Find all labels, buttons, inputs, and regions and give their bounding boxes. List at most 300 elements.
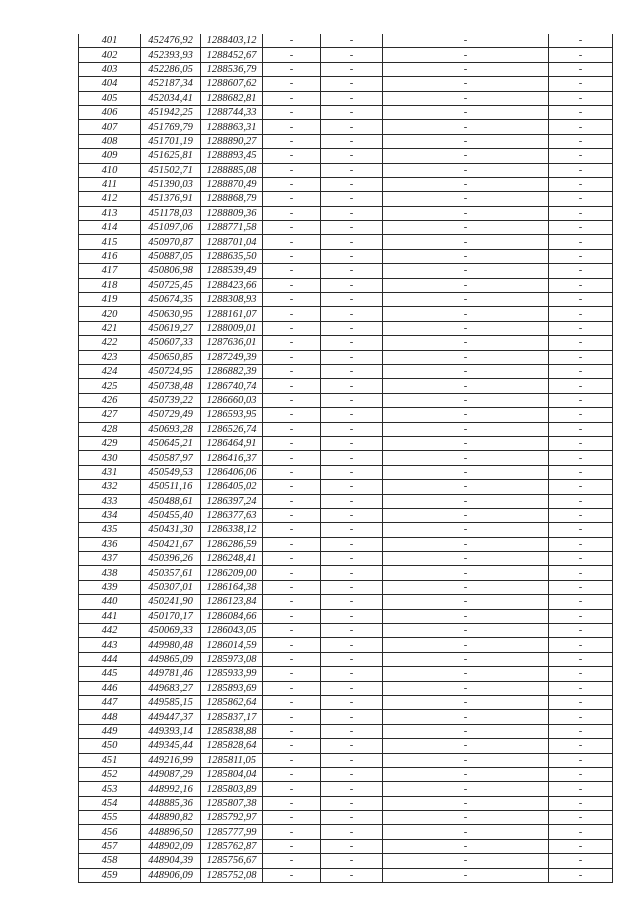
empty-column-7-cell: - — [549, 839, 613, 853]
table-row — [79, 293, 613, 307]
point-number-cell: 456 — [79, 825, 141, 839]
point-number-cell: 458 — [79, 854, 141, 868]
empty-column-5-cell: - — [321, 34, 383, 48]
point-number-cell: 414 — [79, 221, 141, 235]
table-row — [79, 825, 613, 839]
point-number-cell: 459 — [79, 868, 141, 882]
empty-column-5-cell: - — [321, 120, 383, 134]
table-row — [79, 393, 613, 407]
empty-column-4-cell: - — [263, 652, 321, 666]
y-coordinate-cell: 1288308,93 — [201, 293, 263, 307]
y-coordinate-cell: 1286286,59 — [201, 537, 263, 551]
empty-column-4-cell: - — [263, 134, 321, 148]
table-row — [79, 278, 613, 292]
empty-column-4-cell: - — [263, 408, 321, 422]
table-row — [79, 451, 613, 465]
y-coordinate-cell: 1286660,03 — [201, 393, 263, 407]
y-coordinate-cell: 1286338,12 — [201, 523, 263, 537]
empty-column-7-cell: - — [549, 753, 613, 767]
point-number-cell: 446 — [79, 681, 141, 695]
table-row — [79, 408, 613, 422]
empty-column-5-cell: - — [321, 393, 383, 407]
x-coordinate-cell: 450455,40 — [141, 508, 201, 522]
empty-column-4-cell: - — [263, 177, 321, 191]
y-coordinate-cell: 1288539,49 — [201, 264, 263, 278]
empty-column-6-cell: - — [383, 163, 549, 177]
x-coordinate-cell: 450674,35 — [141, 293, 201, 307]
empty-column-7-cell: - — [549, 523, 613, 537]
point-number-cell: 443 — [79, 638, 141, 652]
point-number-cell: 410 — [79, 163, 141, 177]
empty-column-7-cell: - — [549, 278, 613, 292]
table-row — [79, 77, 613, 91]
x-coordinate-cell: 450650,85 — [141, 350, 201, 364]
point-number-cell: 409 — [79, 149, 141, 163]
empty-column-7-cell: - — [549, 336, 613, 350]
empty-column-6-cell: - — [383, 235, 549, 249]
point-number-cell: 444 — [79, 652, 141, 666]
empty-column-7-cell: - — [549, 364, 613, 378]
empty-column-4-cell: - — [263, 825, 321, 839]
table-row — [79, 149, 613, 163]
table-row — [79, 710, 613, 724]
x-coordinate-cell: 449585,15 — [141, 695, 201, 709]
empty-column-7-cell: - — [549, 350, 613, 364]
empty-column-7-cell: - — [549, 552, 613, 566]
empty-column-6-cell: - — [383, 667, 549, 681]
table-row — [79, 811, 613, 825]
y-coordinate-cell: 1286593,95 — [201, 408, 263, 422]
y-coordinate-cell: 1286209,00 — [201, 566, 263, 580]
point-number-cell: 447 — [79, 695, 141, 709]
empty-column-6-cell: - — [383, 537, 549, 551]
empty-column-6-cell: - — [383, 307, 549, 321]
x-coordinate-cell: 450806,98 — [141, 264, 201, 278]
point-number-cell: 407 — [79, 120, 141, 134]
empty-column-6-cell: - — [383, 652, 549, 666]
point-number-cell: 438 — [79, 566, 141, 580]
empty-column-7-cell: - — [549, 710, 613, 724]
empty-column-7-cell: - — [549, 767, 613, 781]
empty-column-7-cell: - — [549, 105, 613, 119]
table-row — [79, 580, 613, 594]
empty-column-5-cell: - — [321, 552, 383, 566]
x-coordinate-cell: 450069,33 — [141, 624, 201, 638]
table-row — [79, 839, 613, 853]
empty-column-7-cell: - — [549, 724, 613, 738]
empty-column-7-cell: - — [549, 379, 613, 393]
empty-column-5-cell: - — [321, 177, 383, 191]
x-coordinate-cell: 450970,87 — [141, 235, 201, 249]
x-coordinate-cell: 450724,95 — [141, 364, 201, 378]
empty-column-4-cell: - — [263, 264, 321, 278]
point-number-cell: 404 — [79, 77, 141, 91]
table-row — [79, 235, 613, 249]
table-row — [79, 134, 613, 148]
point-number-cell: 437 — [79, 552, 141, 566]
x-coordinate-cell: 448992,16 — [141, 782, 201, 796]
empty-column-5-cell: - — [321, 321, 383, 335]
y-coordinate-cell: 1286416,37 — [201, 451, 263, 465]
empty-column-4-cell: - — [263, 796, 321, 810]
table-row — [79, 206, 613, 220]
empty-column-6-cell: - — [383, 595, 549, 609]
table-row — [79, 624, 613, 638]
empty-column-4-cell: - — [263, 278, 321, 292]
x-coordinate-cell: 450630,95 — [141, 307, 201, 321]
x-coordinate-cell: 451376,91 — [141, 192, 201, 206]
empty-column-6-cell: - — [383, 811, 549, 825]
x-coordinate-cell: 452476,92 — [141, 34, 201, 48]
x-coordinate-cell: 451502,71 — [141, 163, 201, 177]
empty-column-6-cell: - — [383, 192, 549, 206]
point-number-cell: 445 — [79, 667, 141, 681]
empty-column-7-cell: - — [549, 652, 613, 666]
empty-column-6-cell: - — [383, 422, 549, 436]
empty-column-5-cell: - — [321, 62, 383, 76]
point-number-cell: 421 — [79, 321, 141, 335]
empty-column-7-cell: - — [549, 566, 613, 580]
empty-column-6-cell: - — [383, 710, 549, 724]
point-number-cell: 440 — [79, 595, 141, 609]
point-number-cell: 419 — [79, 293, 141, 307]
empty-column-6-cell: - — [383, 34, 549, 48]
empty-column-4-cell: - — [263, 739, 321, 753]
empty-column-6-cell: - — [383, 695, 549, 709]
empty-column-4-cell: - — [263, 782, 321, 796]
x-coordinate-cell: 450693,28 — [141, 422, 201, 436]
point-number-cell: 411 — [79, 177, 141, 191]
empty-column-7-cell: - — [549, 436, 613, 450]
empty-column-5-cell: - — [321, 839, 383, 853]
empty-column-4-cell: - — [263, 91, 321, 105]
empty-column-4-cell: - — [263, 595, 321, 609]
empty-column-7-cell: - — [549, 293, 613, 307]
empty-column-7-cell: - — [549, 508, 613, 522]
empty-column-4-cell: - — [263, 839, 321, 853]
empty-column-4-cell: - — [263, 422, 321, 436]
x-coordinate-cell: 452187,34 — [141, 77, 201, 91]
empty-column-5-cell: - — [321, 408, 383, 422]
empty-column-6-cell: - — [383, 767, 549, 781]
empty-column-5-cell: - — [321, 695, 383, 709]
empty-column-7-cell: - — [549, 494, 613, 508]
y-coordinate-cell: 1288452,67 — [201, 48, 263, 62]
point-number-cell: 415 — [79, 235, 141, 249]
point-number-cell: 436 — [79, 537, 141, 551]
empty-column-7-cell: - — [549, 408, 613, 422]
empty-column-5-cell: - — [321, 436, 383, 450]
table-row — [79, 782, 613, 796]
point-number-cell: 455 — [79, 811, 141, 825]
x-coordinate-cell: 451097,06 — [141, 221, 201, 235]
x-coordinate-cell: 450739,22 — [141, 393, 201, 407]
empty-column-6-cell: - — [383, 221, 549, 235]
empty-column-4-cell: - — [263, 753, 321, 767]
x-coordinate-cell: 450431,30 — [141, 523, 201, 537]
empty-column-5-cell: - — [321, 868, 383, 882]
point-number-cell: 401 — [79, 34, 141, 48]
point-number-cell: 439 — [79, 580, 141, 594]
empty-column-4-cell: - — [263, 552, 321, 566]
point-number-cell: 403 — [79, 62, 141, 76]
point-number-cell: 427 — [79, 408, 141, 422]
empty-column-6-cell: - — [383, 739, 549, 753]
point-number-cell: 432 — [79, 480, 141, 494]
table-row — [79, 480, 613, 494]
table-row — [79, 422, 613, 436]
empty-column-7-cell: - — [549, 681, 613, 695]
y-coordinate-cell: 1288701,04 — [201, 235, 263, 249]
empty-column-7-cell: - — [549, 868, 613, 882]
empty-column-7-cell: - — [549, 537, 613, 551]
empty-column-5-cell: - — [321, 264, 383, 278]
empty-column-4-cell: - — [263, 249, 321, 263]
empty-column-4-cell: - — [263, 221, 321, 235]
empty-column-6-cell: - — [383, 408, 549, 422]
empty-column-5-cell: - — [321, 48, 383, 62]
empty-column-6-cell: - — [383, 494, 549, 508]
empty-column-7-cell: - — [549, 739, 613, 753]
table-row — [79, 652, 613, 666]
empty-column-7-cell: - — [549, 134, 613, 148]
table-row — [79, 120, 613, 134]
empty-column-5-cell: - — [321, 336, 383, 350]
table-row — [79, 552, 613, 566]
y-coordinate-cell: 1288890,27 — [201, 134, 263, 148]
y-coordinate-cell: 1285762,87 — [201, 839, 263, 853]
empty-column-4-cell: - — [263, 681, 321, 695]
x-coordinate-cell: 449087,29 — [141, 767, 201, 781]
point-number-cell: 454 — [79, 796, 141, 810]
empty-column-4-cell: - — [263, 235, 321, 249]
point-number-cell: 431 — [79, 465, 141, 479]
empty-column-5-cell: - — [321, 595, 383, 609]
x-coordinate-cell: 450241,90 — [141, 595, 201, 609]
point-number-cell: 416 — [79, 249, 141, 263]
empty-column-6-cell: - — [383, 177, 549, 191]
empty-column-7-cell: - — [549, 451, 613, 465]
empty-column-4-cell: - — [263, 609, 321, 623]
point-number-cell: 425 — [79, 379, 141, 393]
x-coordinate-cell: 449447,37 — [141, 710, 201, 724]
empty-column-7-cell: - — [549, 609, 613, 623]
empty-column-7-cell: - — [549, 235, 613, 249]
empty-column-5-cell: - — [321, 206, 383, 220]
y-coordinate-cell: 1286526,74 — [201, 422, 263, 436]
x-coordinate-cell: 450645,21 — [141, 436, 201, 450]
table-row — [79, 336, 613, 350]
point-number-cell: 449 — [79, 724, 141, 738]
empty-column-4-cell: - — [263, 494, 321, 508]
y-coordinate-cell: 1288009,01 — [201, 321, 263, 335]
empty-column-5-cell: - — [321, 192, 383, 206]
empty-column-5-cell: - — [321, 278, 383, 292]
empty-column-5-cell: - — [321, 624, 383, 638]
y-coordinate-cell: 1286043,05 — [201, 624, 263, 638]
point-number-cell: 413 — [79, 206, 141, 220]
empty-column-7-cell: - — [549, 825, 613, 839]
empty-column-5-cell: - — [321, 364, 383, 378]
table-row — [79, 609, 613, 623]
table-row — [79, 221, 613, 235]
empty-column-4-cell: - — [263, 695, 321, 709]
table-row — [79, 494, 613, 508]
point-number-cell: 422 — [79, 336, 141, 350]
empty-column-5-cell: - — [321, 163, 383, 177]
empty-column-4-cell: - — [263, 868, 321, 882]
y-coordinate-cell: 1288682,81 — [201, 91, 263, 105]
x-coordinate-cell: 450607,33 — [141, 336, 201, 350]
empty-column-4-cell: - — [263, 307, 321, 321]
empty-column-4-cell: - — [263, 336, 321, 350]
x-coordinate-cell: 450357,61 — [141, 566, 201, 580]
empty-column-5-cell: - — [321, 638, 383, 652]
empty-column-4-cell: - — [263, 34, 321, 48]
empty-column-4-cell: - — [263, 667, 321, 681]
point-number-cell: 450 — [79, 739, 141, 753]
x-coordinate-cell: 449683,27 — [141, 681, 201, 695]
x-coordinate-cell: 448896,50 — [141, 825, 201, 839]
x-coordinate-cell: 451625,81 — [141, 149, 201, 163]
empty-column-6-cell: - — [383, 681, 549, 695]
empty-column-5-cell: - — [321, 307, 383, 321]
x-coordinate-cell: 451769,79 — [141, 120, 201, 134]
x-coordinate-cell: 451178,03 — [141, 206, 201, 220]
empty-column-5-cell: - — [321, 537, 383, 551]
empty-column-7-cell: - — [549, 321, 613, 335]
y-coordinate-cell: 1285752,08 — [201, 868, 263, 882]
point-number-cell: 452 — [79, 767, 141, 781]
empty-column-5-cell: - — [321, 134, 383, 148]
point-number-cell: 402 — [79, 48, 141, 62]
empty-column-7-cell: - — [549, 595, 613, 609]
empty-column-4-cell: - — [263, 293, 321, 307]
table-row — [79, 264, 613, 278]
y-coordinate-cell: 1285811,05 — [201, 753, 263, 767]
empty-column-4-cell: - — [263, 77, 321, 91]
empty-column-5-cell: - — [321, 580, 383, 594]
y-coordinate-cell: 1286405,02 — [201, 480, 263, 494]
point-number-cell: 442 — [79, 624, 141, 638]
empty-column-4-cell: - — [263, 480, 321, 494]
empty-column-6-cell: - — [383, 264, 549, 278]
empty-column-6-cell: - — [383, 451, 549, 465]
table-row — [79, 379, 613, 393]
empty-column-7-cell: - — [549, 393, 613, 407]
empty-column-6-cell: - — [383, 321, 549, 335]
empty-column-6-cell: - — [383, 782, 549, 796]
empty-column-4-cell: - — [263, 523, 321, 537]
table-row — [79, 249, 613, 263]
empty-column-6-cell: - — [383, 120, 549, 134]
empty-column-5-cell: - — [321, 796, 383, 810]
point-number-cell: 428 — [79, 422, 141, 436]
x-coordinate-cell: 450725,45 — [141, 278, 201, 292]
empty-column-4-cell: - — [263, 105, 321, 119]
empty-column-5-cell: - — [321, 480, 383, 494]
x-coordinate-cell: 449781,46 — [141, 667, 201, 681]
empty-column-6-cell: - — [383, 508, 549, 522]
empty-column-5-cell: - — [321, 379, 383, 393]
y-coordinate-cell: 1288893,45 — [201, 149, 263, 163]
empty-column-5-cell: - — [321, 77, 383, 91]
x-coordinate-cell: 450887,05 — [141, 249, 201, 263]
point-number-cell: 430 — [79, 451, 141, 465]
table-row — [79, 163, 613, 177]
empty-column-6-cell: - — [383, 91, 549, 105]
empty-column-4-cell: - — [263, 465, 321, 479]
empty-column-7-cell: - — [549, 695, 613, 709]
y-coordinate-cell: 1286014,59 — [201, 638, 263, 652]
y-coordinate-cell: 1285803,89 — [201, 782, 263, 796]
x-coordinate-cell: 450738,48 — [141, 379, 201, 393]
x-coordinate-cell: 448904,39 — [141, 854, 201, 868]
empty-column-6-cell: - — [383, 149, 549, 163]
table-row — [79, 667, 613, 681]
table-row — [79, 307, 613, 321]
point-number-cell: 424 — [79, 364, 141, 378]
empty-column-4-cell: - — [263, 710, 321, 724]
y-coordinate-cell: 1285933,99 — [201, 667, 263, 681]
x-coordinate-cell: 449980,48 — [141, 638, 201, 652]
point-number-cell: 429 — [79, 436, 141, 450]
table-row — [79, 177, 613, 191]
y-coordinate-cell: 1285777,99 — [201, 825, 263, 839]
empty-column-5-cell: - — [321, 609, 383, 623]
x-coordinate-cell: 451701,19 — [141, 134, 201, 148]
empty-column-4-cell: - — [263, 120, 321, 134]
empty-column-6-cell: - — [383, 77, 549, 91]
empty-column-7-cell: - — [549, 796, 613, 810]
point-number-cell: 453 — [79, 782, 141, 796]
empty-column-7-cell: - — [549, 264, 613, 278]
empty-column-7-cell: - — [549, 624, 613, 638]
table-row — [79, 508, 613, 522]
y-coordinate-cell: 1285838,88 — [201, 724, 263, 738]
x-coordinate-cell: 450307,01 — [141, 580, 201, 594]
x-coordinate-cell: 452286,05 — [141, 62, 201, 76]
empty-column-7-cell: - — [549, 206, 613, 220]
point-number-cell: 451 — [79, 753, 141, 767]
empty-column-6-cell: - — [383, 336, 549, 350]
empty-column-5-cell: - — [321, 249, 383, 263]
empty-column-5-cell: - — [321, 652, 383, 666]
empty-column-4-cell: - — [263, 350, 321, 364]
x-coordinate-cell: 450421,67 — [141, 537, 201, 551]
x-coordinate-cell: 448885,36 — [141, 796, 201, 810]
y-coordinate-cell: 1288161,07 — [201, 307, 263, 321]
empty-column-6-cell: - — [383, 249, 549, 263]
y-coordinate-cell: 1286248,41 — [201, 552, 263, 566]
table-row — [79, 854, 613, 868]
table-row — [79, 566, 613, 580]
empty-column-6-cell: - — [383, 753, 549, 767]
x-coordinate-cell: 448906,09 — [141, 868, 201, 882]
empty-column-5-cell: - — [321, 293, 383, 307]
empty-column-7-cell: - — [549, 34, 613, 48]
table-row — [79, 595, 613, 609]
table-row — [79, 34, 613, 48]
empty-column-5-cell: - — [321, 422, 383, 436]
empty-column-7-cell: - — [549, 854, 613, 868]
x-coordinate-cell: 450511,16 — [141, 480, 201, 494]
point-number-cell: 457 — [79, 839, 141, 853]
empty-column-6-cell: - — [383, 624, 549, 638]
empty-column-4-cell: - — [263, 767, 321, 781]
table-row — [79, 350, 613, 364]
table-row — [79, 868, 613, 882]
